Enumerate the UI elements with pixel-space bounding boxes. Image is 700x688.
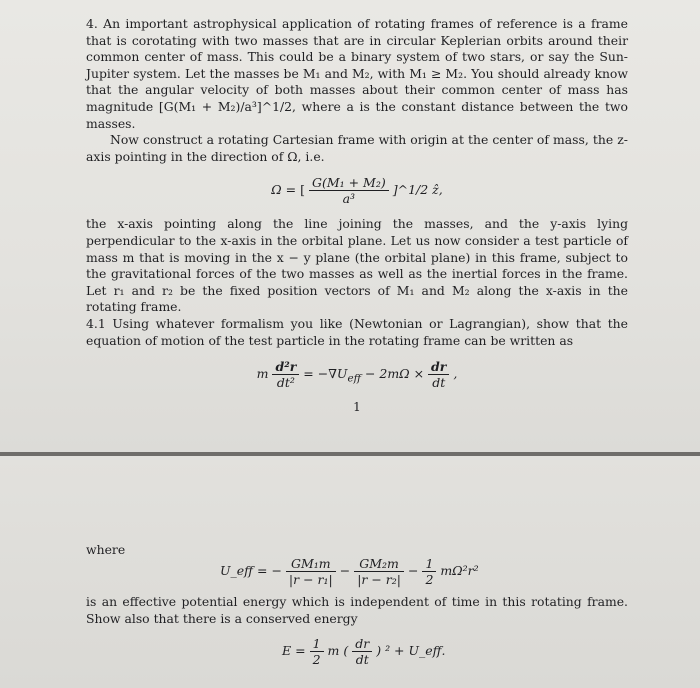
energy-den-2: dt bbox=[355, 652, 369, 667]
ueff-den-1: |r − r₁| bbox=[288, 572, 333, 587]
ueff-fraction-1 bbox=[286, 556, 336, 587]
ueff-lhs: U_eff = − bbox=[220, 563, 282, 578]
ueff-minus-2: − bbox=[407, 563, 419, 578]
omega-denominator: a³ bbox=[342, 191, 356, 207]
eom-numerator: d²r bbox=[272, 359, 299, 375]
problem-intro: 4. An important astrophysical application of rotating frames of reference is a frame that is corotating with two masses that are in circular Keplerian orbits around their common center of mass. This could be a binary system of two stars, or say the Sun-Jupiter system. Let the masses be M₁ and M₂, with M₁ ≥ M₂. You should already know that the angular velocity of both masses about their common center of mass has magnitude [G(M₁ + M₂)/a³]^1/2, where a is the constant distance between the two masses. bbox=[86, 16, 628, 131]
energy-fraction-2 bbox=[352, 636, 372, 667]
where-label: where bbox=[86, 542, 126, 557]
omega-numerator: G(M₁ + M₂) bbox=[309, 175, 389, 191]
part-4-1: 4.1 Using whatever formalism you like (Newtonian or Lagrangian), show that the equation of motion of the test particle in the rotating frame can be written as bbox=[86, 315, 628, 348]
eom-numerator-2: dr bbox=[428, 359, 449, 375]
energy-den: 2 bbox=[312, 652, 321, 667]
ueff-fraction-3 bbox=[422, 556, 436, 587]
eom-lhs: m bbox=[256, 366, 269, 382]
energy-lhs: E = bbox=[282, 643, 306, 658]
construct-text: Now construct a rotating Cartesian frame with origin at the center of mass, the z-axis pointing in the direction of Ω, i.e. bbox=[86, 132, 628, 164]
energy-equation: E = $\frac{1}{2}$ m ( $\frac{dr}{dt}$ ) ² + U_eff. bbox=[282, 636, 446, 667]
page-number: 1 bbox=[353, 400, 361, 415]
eom-denominator: dt² bbox=[276, 375, 295, 391]
ueff-text: is an effective potential energy which is independent of time in this rotating frame. Show also that there is a conserved energy bbox=[86, 594, 628, 626]
page-bottom bbox=[0, 456, 700, 688]
omega-lhs: Ω = bbox=[271, 182, 297, 198]
ueff-den-2: |r − r₂| bbox=[357, 572, 401, 587]
omega-rhs: ]^1/2 ẑ, bbox=[392, 182, 443, 198]
eom-fraction-1 bbox=[272, 359, 299, 390]
eom-end: , bbox=[453, 366, 458, 382]
eom-mid: = −∇U bbox=[303, 366, 348, 382]
ueff-minus: − bbox=[339, 563, 351, 578]
ueff-num-2: GM₂m bbox=[354, 556, 404, 572]
omega-fraction bbox=[309, 175, 389, 206]
energy-tail: ² + U_eff. bbox=[385, 643, 446, 658]
eom-sub: eff bbox=[347, 372, 361, 385]
ueff-num-1: GM₁m bbox=[286, 556, 336, 572]
ueff-num-3: 1 bbox=[422, 556, 436, 572]
energy-num: 1 bbox=[310, 636, 324, 652]
eom-fraction-2 bbox=[428, 359, 449, 390]
energy-m: m bbox=[327, 643, 340, 658]
ueff-equation bbox=[220, 556, 479, 587]
ueff-fraction-2 bbox=[354, 556, 404, 587]
ueff-den-3: 2 bbox=[425, 572, 434, 587]
energy-fraction-1 bbox=[310, 636, 324, 667]
energy-num-2: dr bbox=[352, 636, 372, 652]
axes-text: the x-axis pointing along the line joining the masses, and the y-axis lying perpendicular to the x-axis in the orbital plane. Let us now consider a test particle of mass m that is moving in the x − y plane (the orbital plane) in this frame, subject to the gravitational forces of the two masses as well as the inertial forces in the frame. Let r₁ and r₂ be the fixed position vectors of M₁ and M₂ along the x-axis in the rotating frame. bbox=[86, 216, 628, 315]
eom-equation bbox=[86, 359, 628, 390]
omega-equation: Ω = [ $\frac{\text{G(M₁ + M₂)}}{\text{a³}}$ ]^1/2 ẑ, bbox=[271, 175, 443, 207]
eom-rhs: − 2mΩ × bbox=[364, 366, 425, 382]
eom-denominator-2: dt bbox=[432, 375, 446, 391]
ueff-tail: mΩ²r² bbox=[440, 563, 479, 578]
